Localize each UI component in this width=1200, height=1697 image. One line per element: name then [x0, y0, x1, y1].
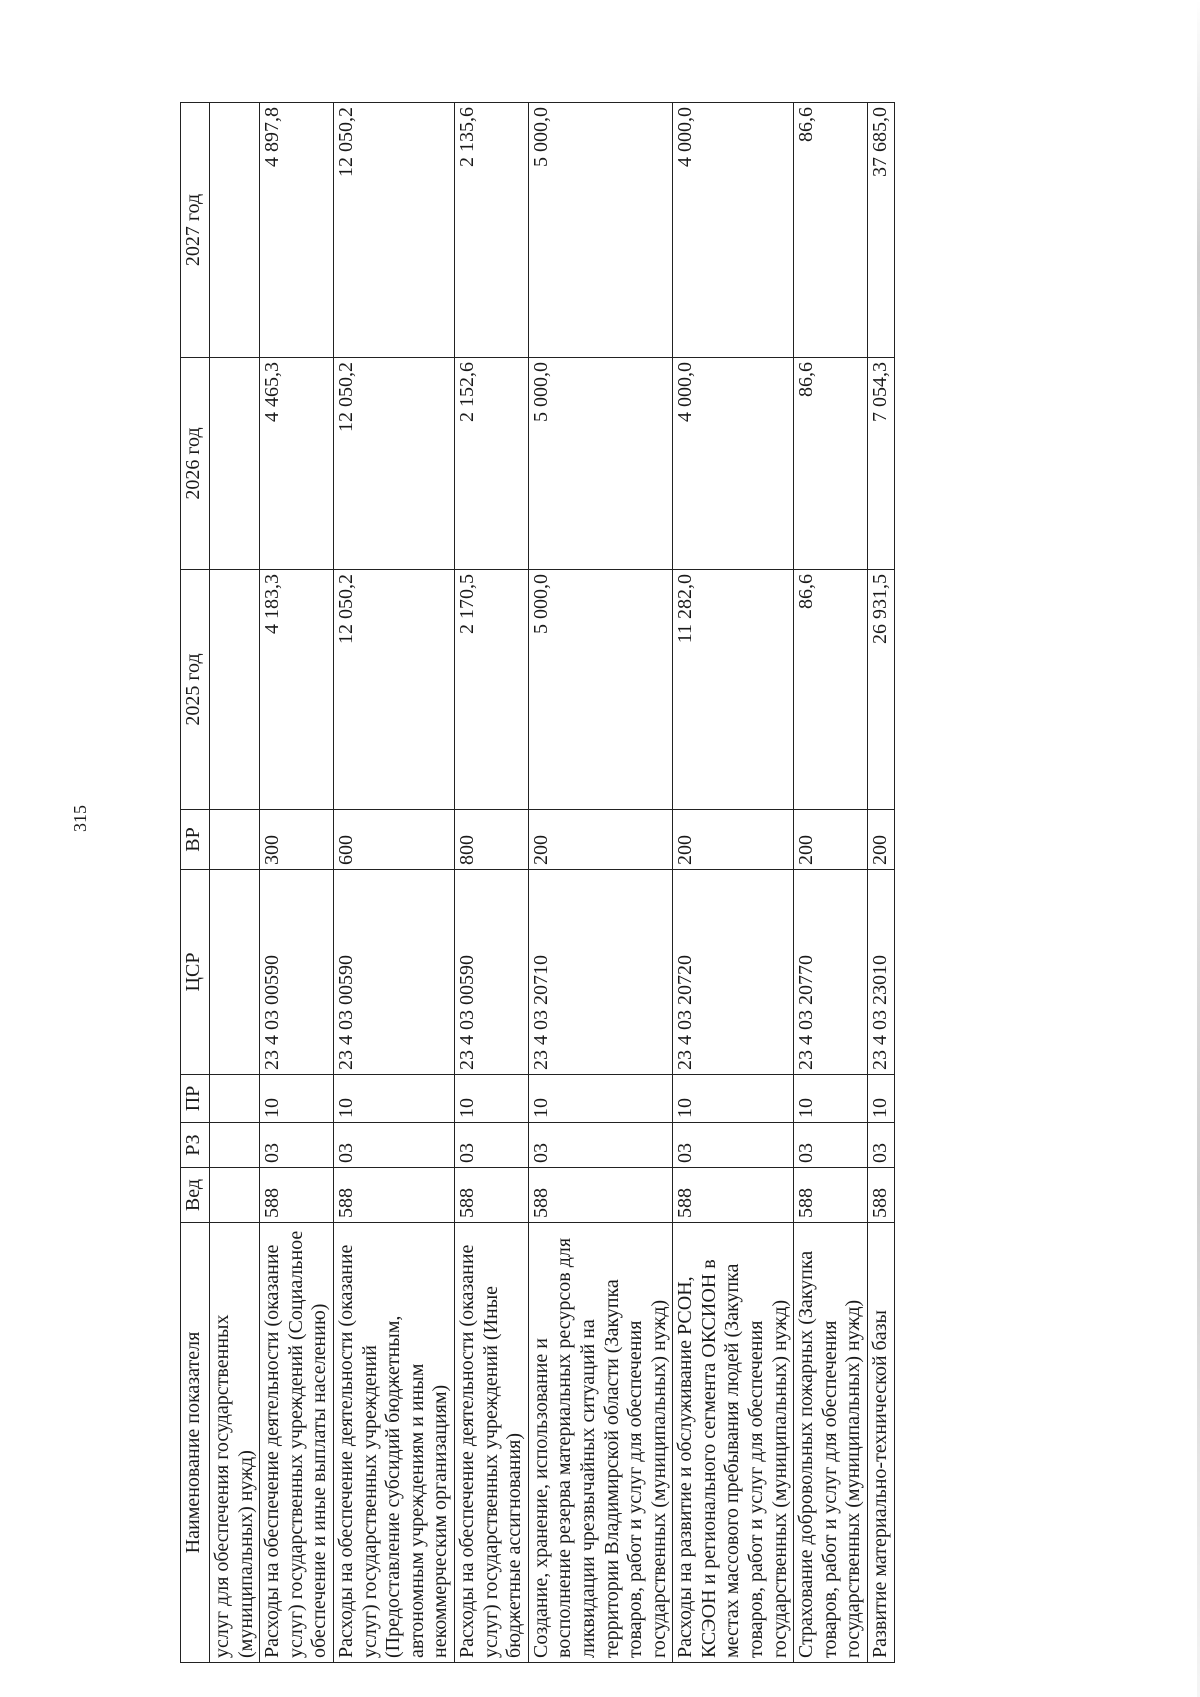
cell-2026: 7 054,3 [868, 358, 895, 570]
table-row [210, 103, 260, 1663]
cell-pr: 10 [260, 1075, 334, 1123]
budget-table [180, 102, 895, 1663]
cell-2025: 5 000,0 [528, 570, 673, 810]
header-2025: 2025 год [181, 570, 210, 810]
cell-2027: 37 685,0 [868, 103, 895, 358]
table-row [333, 103, 454, 1663]
cell-ved [210, 1168, 260, 1223]
header-pr: ПР [181, 1075, 210, 1123]
cell-ved: 588 [673, 1168, 794, 1223]
cell-vr: 300 [260, 810, 334, 870]
cell-2027: 4 897,8 [260, 103, 334, 358]
header-2027: 2027 год [181, 103, 210, 358]
cell-pr: 10 [794, 1075, 868, 1123]
cell-csr: 23 4 03 23010 [868, 870, 895, 1075]
table-header-row [181, 103, 210, 1663]
cell-2026: 86,6 [794, 358, 868, 570]
cell-vr: 800 [454, 810, 528, 870]
cell-rz: 03 [333, 1123, 454, 1168]
cell-rz: 03 [260, 1123, 334, 1168]
cell-2026: 2 152,6 [454, 358, 528, 570]
header-csr: ЦСР [181, 870, 210, 1075]
cell-csr: 23 4 03 20710 [528, 870, 673, 1075]
cell-2027: 5 000,0 [528, 103, 673, 358]
header-rz: РЗ [181, 1123, 210, 1168]
cell-csr: 23 4 03 20720 [673, 870, 794, 1075]
cell-2027: 86,6 [794, 103, 868, 358]
cell-rz: 03 [794, 1123, 868, 1168]
cell-2027: 4 000,0 [673, 103, 794, 358]
cell-name: Расходы на развитие и обслуживание РСОН, КСЭОН и регионального сегмента ОКСИОН в местах массового пребывания людей (Закупка товаров, работ и услуг для обеспечения государственных (муниципальных) нужд) [673, 1223, 794, 1663]
cell-vr: 200 [868, 810, 895, 870]
cell-csr [210, 870, 260, 1075]
cell-2026: 12 050,2 [333, 358, 454, 570]
budget-table-frame [180, 103, 1120, 1663]
cell-ved: 588 [333, 1168, 454, 1223]
cell-vr: 200 [528, 810, 673, 870]
cell-ved: 588 [260, 1168, 334, 1223]
cell-pr: 10 [454, 1075, 528, 1123]
cell-2026: 5 000,0 [528, 358, 673, 570]
cell-vr: 200 [794, 810, 868, 870]
cell-2027 [210, 103, 260, 358]
cell-ved: 588 [868, 1168, 895, 1223]
cell-2026 [210, 358, 260, 570]
cell-2027: 12 050,2 [333, 103, 454, 358]
cell-2026: 4 000,0 [673, 358, 794, 570]
cell-2025: 26 931,5 [868, 570, 895, 810]
cell-rz [210, 1123, 260, 1168]
cell-name: Расходы на обеспечение деятельности (оказание услуг) государственных учреждений (Предоставление субсидий бюджетным, автономным учреждениям и иным некоммерческим организациям) [333, 1223, 454, 1663]
table-row [454, 103, 528, 1663]
cell-2025: 11 282,0 [673, 570, 794, 810]
cell-csr: 23 4 03 00590 [333, 870, 454, 1075]
header-vr: ВР [181, 810, 210, 870]
cell-pr: 10 [673, 1075, 794, 1123]
cell-2025: 2 170,5 [454, 570, 528, 810]
cell-csr: 23 4 03 20770 [794, 870, 868, 1075]
cell-2027: 2 135,6 [454, 103, 528, 358]
table-row [260, 103, 334, 1663]
cell-pr: 10 [333, 1075, 454, 1123]
cell-ved: 588 [794, 1168, 868, 1223]
cell-2025: 86,6 [794, 570, 868, 810]
cell-ved: 588 [454, 1168, 528, 1223]
cell-vr: 200 [673, 810, 794, 870]
cell-vr: 600 [333, 810, 454, 870]
table-row [868, 103, 895, 1663]
cell-name: услуг для обеспечения государственных (муниципальных) нужд) [210, 1223, 260, 1663]
cell-name: Развитие материально-технической базы [868, 1223, 895, 1663]
cell-2026: 4 465,3 [260, 358, 334, 570]
cell-name: Создание, хранение, использование и восполнение резерва материальных ресурсов для ликвидации чрезвычайных ситуаций на территории Владимирской области (Закупка товаров, работ и услуг для обеспечения государственных (муниципальных) нужд) [528, 1223, 673, 1663]
table-row [673, 103, 794, 1663]
cell-rz: 03 [868, 1123, 895, 1168]
cell-csr: 23 4 03 00590 [260, 870, 334, 1075]
cell-rz: 03 [454, 1123, 528, 1168]
cell-vr [210, 810, 260, 870]
cell-pr: 10 [868, 1075, 895, 1123]
cell-ved: 588 [528, 1168, 673, 1223]
header-name: Наименование показателя [181, 1223, 210, 1663]
cell-name: Страхование добровольных пожарных (Закупка товаров, работ и услуг для обеспечения государственных (муниципальных) нужд) [794, 1223, 868, 1663]
cell-name: Расходы на обеспечение деятельности (оказание услуг) государственных учреждений (Социальное обеспечение и иные выплаты населению) [260, 1223, 334, 1663]
cell-name: Расходы на обеспечение деятельности (оказание услуг) государственных учреждений (Иные бюджетные ассигнования) [454, 1223, 528, 1663]
header-2026: 2026 год [181, 358, 210, 570]
cell-rz: 03 [673, 1123, 794, 1168]
cell-pr: 10 [528, 1075, 673, 1123]
cell-2025 [210, 570, 260, 810]
cell-2025: 4 183,3 [260, 570, 334, 810]
table-row [528, 103, 673, 1663]
cell-pr [210, 1075, 260, 1123]
cell-rz: 03 [528, 1123, 673, 1168]
cell-2025: 12 050,2 [333, 570, 454, 810]
cell-csr: 23 4 03 00590 [454, 870, 528, 1075]
table-row [794, 103, 868, 1663]
page-number: 315 [70, 805, 90, 832]
header-ved: Вед [181, 1168, 210, 1223]
